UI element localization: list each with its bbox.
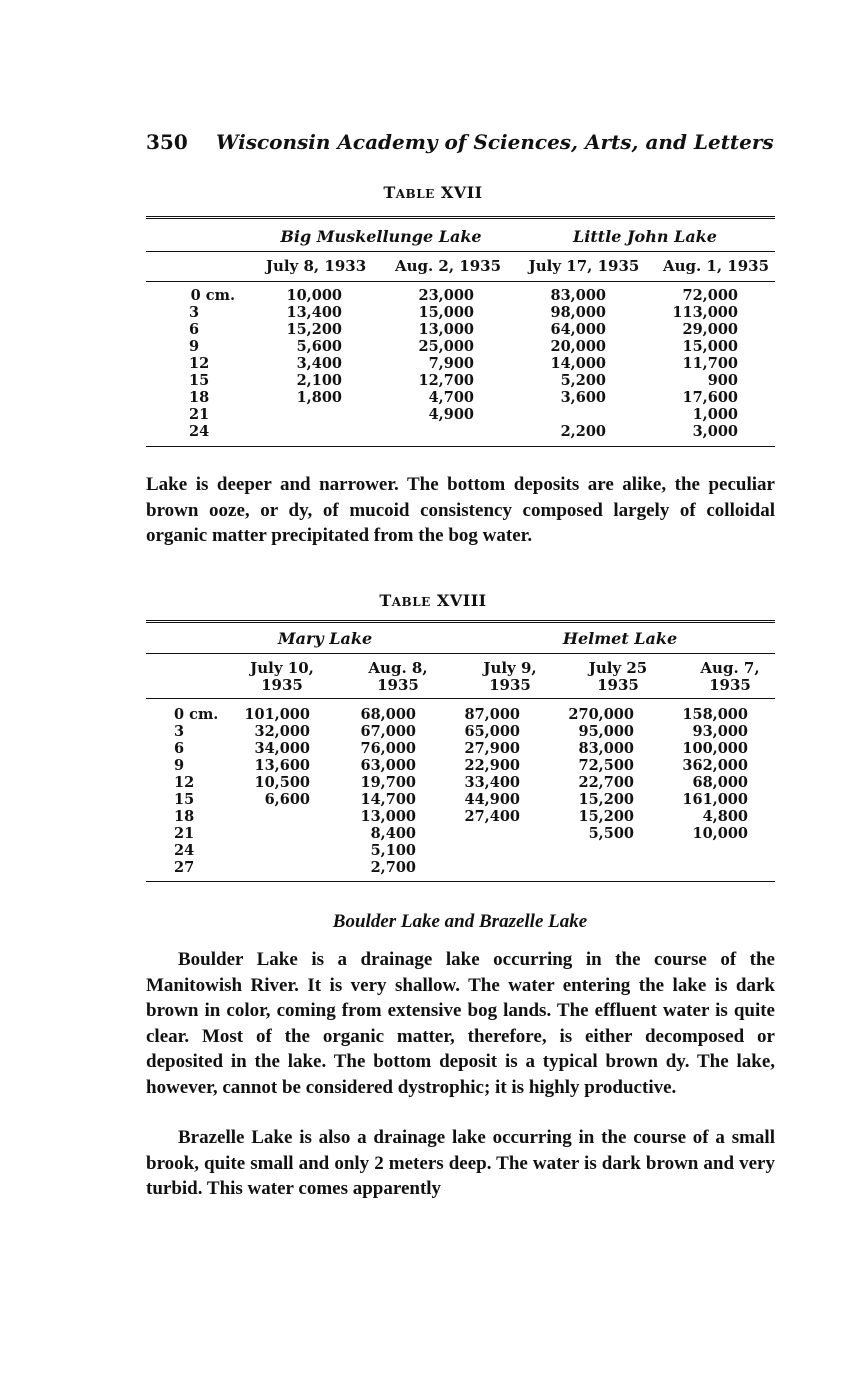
value-cell: 3,000 <box>692 423 738 440</box>
table-17-group-rule <box>146 251 775 252</box>
column-header-line-1: July 9, <box>483 659 537 677</box>
depth-cell: 0 cm. <box>174 706 219 723</box>
section-heading: Boulder Lake and Brazelle Lake <box>332 911 588 932</box>
value-cell: 20,000 <box>550 338 606 355</box>
table-row <box>0 304 866 321</box>
value-cell: 100,000 <box>682 740 748 757</box>
value-cell: 22,900 <box>464 757 520 774</box>
table-17-header-rule <box>146 281 775 282</box>
value-cell: 13,600 <box>254 757 310 774</box>
value-cell: 3,600 <box>560 389 606 406</box>
table-17-col-2: Aug. 2, 1935 <box>394 257 502 275</box>
value-cell: 10,000 <box>692 825 748 842</box>
table-18-col-3 <box>452 660 568 694</box>
table-17-bottom-rule <box>146 446 775 447</box>
running-title: Wisconsin Academy of Sciences, Arts, and Letters <box>216 130 774 154</box>
table-18-col-4 <box>560 660 676 694</box>
table-18-col-5 <box>672 660 788 694</box>
value-cell: 14,000 <box>550 355 606 372</box>
paragraph-brazelle-lake: Brazelle Lake is also a drainage lake occurring in the course of a small brook, quite small and only 2 meters deep. The water is dark brown and very turbid. This water comes apparently <box>146 1127 775 1199</box>
value-cell: 67,000 <box>360 723 416 740</box>
table-18-col-1 <box>224 660 340 694</box>
value-cell: 14,700 <box>360 791 416 808</box>
value-cell: 2,200 <box>560 423 606 440</box>
column-header-line-1: Aug. 8, <box>368 659 428 677</box>
value-cell: 98,000 <box>550 304 606 321</box>
depth-cell: 3 <box>174 723 185 740</box>
value-cell: 72,000 <box>682 287 738 304</box>
depth-cell: 6 <box>174 740 185 757</box>
table-row <box>0 774 866 791</box>
value-cell: 1,800 <box>296 389 342 406</box>
value-cell: 25,000 <box>418 338 474 355</box>
paragraph-continued: Lake is deeper and narrower. The bottom deposits are alike, the peculiar brown ooze, or dy, of mucoid consistency composed largely of colloidal organic matter precipitated from the bog water. <box>146 474 775 546</box>
value-cell: 113,000 <box>672 304 738 321</box>
value-cell: 63,000 <box>360 757 416 774</box>
table-17-title: TABLE XVII <box>383 183 483 202</box>
table-18-header-rule <box>146 698 775 699</box>
table-row <box>0 355 866 372</box>
value-cell: 1,000 <box>692 406 738 423</box>
value-cell: 5,500 <box>588 825 634 842</box>
value-cell: 6,600 <box>264 791 310 808</box>
table-row <box>0 287 866 304</box>
value-cell: 270,000 <box>568 706 634 723</box>
table-row <box>0 389 866 406</box>
table-18-bottom-rule <box>146 881 775 882</box>
table-17-col-1: July 8, 1933 <box>265 257 367 275</box>
value-cell: 32,000 <box>254 723 310 740</box>
value-cell: 13,000 <box>418 321 474 338</box>
column-header-line-2: 1935 <box>709 676 751 694</box>
value-cell: 64,000 <box>550 321 606 338</box>
value-cell: 68,000 <box>692 774 748 791</box>
value-cell: 4,700 <box>428 389 474 406</box>
table-18-group-rule <box>146 653 775 654</box>
value-cell: 5,200 <box>560 372 606 389</box>
depth-cell: 21 <box>189 406 210 423</box>
value-cell: 17,600 <box>682 389 738 406</box>
column-header-line-1: Aug. 7, <box>700 659 760 677</box>
table-18-col-2 <box>340 660 456 694</box>
value-cell: 10,500 <box>254 774 310 791</box>
table-row <box>0 338 866 355</box>
table-17-col-4: Aug. 1, 1935 <box>662 257 770 275</box>
value-cell: 161,000 <box>682 791 748 808</box>
depth-cell: 15 <box>174 791 195 808</box>
table-row <box>0 859 866 876</box>
table-row <box>0 808 866 825</box>
table-17-group-big-muskellunge: Big Muskellunge Lake <box>280 227 482 246</box>
value-cell: 15,000 <box>418 304 474 321</box>
value-cell: 12,700 <box>418 372 474 389</box>
table-row <box>0 423 866 440</box>
value-cell: 2,100 <box>296 372 342 389</box>
table-18-group-mary: Mary Lake <box>277 629 373 648</box>
table-row <box>0 372 866 389</box>
value-cell: 22,700 <box>578 774 634 791</box>
value-cell: 23,000 <box>418 287 474 304</box>
table-18-group-helmet: Helmet Lake <box>562 629 678 648</box>
value-cell: 95,000 <box>578 723 634 740</box>
value-cell: 13,400 <box>286 304 342 321</box>
value-cell: 72,500 <box>578 757 634 774</box>
value-cell: 68,000 <box>360 706 416 723</box>
column-header-line-1: July 25 <box>588 659 648 677</box>
value-cell: 11,700 <box>682 355 738 372</box>
value-cell: 29,000 <box>682 321 738 338</box>
value-cell: 27,900 <box>464 740 520 757</box>
table-row <box>0 791 866 808</box>
value-cell: 15,200 <box>578 808 634 825</box>
value-cell: 4,800 <box>702 808 748 825</box>
value-cell: 27,400 <box>464 808 520 825</box>
table-row <box>0 723 866 740</box>
value-cell: 76,000 <box>360 740 416 757</box>
value-cell: 900 <box>707 372 738 389</box>
table-17-group-little-john: Little John Lake <box>573 227 717 246</box>
value-cell: 87,000 <box>464 706 520 723</box>
value-cell: 362,000 <box>682 757 748 774</box>
value-cell: 101,000 <box>244 706 310 723</box>
value-cell: 4,900 <box>428 406 474 423</box>
table-row <box>0 406 866 423</box>
depth-cell: 6 <box>189 321 200 338</box>
depth-cell: 24 <box>174 842 195 859</box>
column-header-line-1: July 10, <box>250 659 314 677</box>
table-row <box>0 842 866 859</box>
depth-cell: 9 <box>189 338 200 355</box>
value-cell: 33,400 <box>464 774 520 791</box>
value-cell: 93,000 <box>692 723 748 740</box>
value-cell: 65,000 <box>464 723 520 740</box>
page-number: 350 <box>146 130 188 154</box>
value-cell: 8,400 <box>370 825 416 842</box>
value-cell: 7,900 <box>428 355 474 372</box>
depth-cell: 9 <box>174 757 185 774</box>
value-cell: 19,700 <box>360 774 416 791</box>
table-row <box>0 706 866 723</box>
value-cell: 15,200 <box>286 321 342 338</box>
table-18-title: TABLE XVIII <box>379 591 487 610</box>
value-cell: 2,700 <box>370 859 416 876</box>
depth-cell: 15 <box>189 372 210 389</box>
column-header-line-2: 1935 <box>489 676 531 694</box>
value-cell: 3,400 <box>296 355 342 372</box>
table-17-top-rule <box>146 216 775 219</box>
table-row <box>0 757 866 774</box>
column-header-line-2: 1935 <box>597 676 639 694</box>
table-row <box>0 825 866 842</box>
depth-cell: 18 <box>189 389 210 406</box>
column-header-line-2: 1935 <box>377 676 419 694</box>
value-cell: 158,000 <box>682 706 748 723</box>
value-cell: 15,200 <box>578 791 634 808</box>
paragraph-boulder-lake: Boulder Lake is a drainage lake occurring in the course of the Manitowish River. It is very shallow. The water entering the lake is dark brown in color, coming from extensive bog lands. The effluent water is quite clear. Most of the organic matter, therefore, is either decomposed or deposited in the lake. The bottom deposit is a typical brown dy. The lake, however, cannot be considered dystrophic; it is highly productive. <box>146 949 775 1098</box>
depth-cell: 27 <box>174 859 195 876</box>
value-cell: 83,000 <box>550 287 606 304</box>
value-cell: 10,000 <box>286 287 342 304</box>
depth-cell: 21 <box>174 825 195 842</box>
table-18-top-rule <box>146 620 775 623</box>
value-cell: 13,000 <box>360 808 416 825</box>
depth-cell: 12 <box>189 355 210 372</box>
depth-cell: 0 cm. <box>190 287 235 304</box>
table-row <box>0 321 866 338</box>
depth-cell: 24 <box>189 423 210 440</box>
table-row <box>0 740 866 757</box>
depth-cell: 3 <box>189 304 200 321</box>
value-cell: 34,000 <box>254 740 310 757</box>
value-cell: 44,900 <box>464 791 520 808</box>
table-17-col-3: July 17, 1935 <box>528 257 640 275</box>
depth-cell: 12 <box>174 774 195 791</box>
column-header-line-2: 1935 <box>261 676 303 694</box>
value-cell: 15,000 <box>682 338 738 355</box>
value-cell: 5,100 <box>370 842 416 859</box>
value-cell: 5,600 <box>296 338 342 355</box>
depth-cell: 18 <box>174 808 195 825</box>
value-cell: 83,000 <box>578 740 634 757</box>
